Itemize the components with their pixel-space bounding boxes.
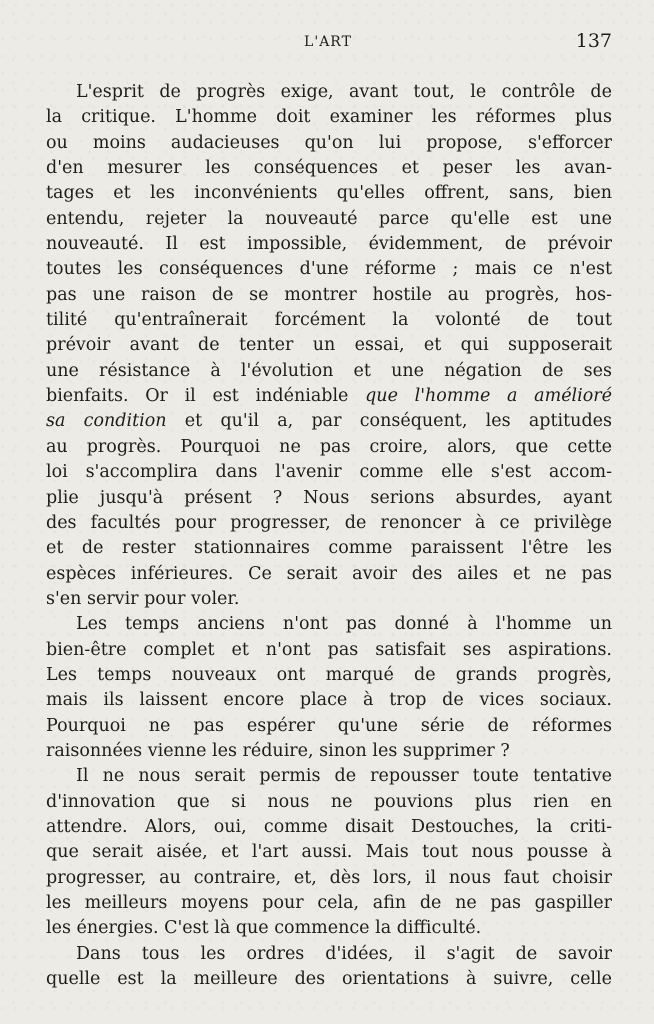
page-number: 137 (575, 30, 612, 52)
text-run: bienfaits. Or il est indéniable (46, 386, 366, 407)
text-line: au progrès. Pourquoi ne pas croire, alors, que cette (46, 436, 612, 457)
text-line: toutes les conséquences d'une réforme ; mais ce n'est (46, 259, 612, 280)
text-line: entendu, rejeter la nouveauté parce qu'elle est une (46, 208, 612, 229)
italic-emphasis: sa condition (46, 411, 167, 432)
text-line: loi s'accomplira dans l'avenir comme elle s'est accom- (46, 462, 612, 483)
text-line: ou moins audacieuses qu'on lui propose, s'efforcer (46, 132, 612, 153)
text-line: d'innovation que si nous ne pouvions plus rien en (46, 791, 612, 812)
running-title: L'ART (304, 34, 352, 50)
text-line: attendre. Alors, oui, comme disait Destouches, la criti- (46, 816, 612, 837)
text-line: Pourquoi ne pas espérer qu'une série de réformes (46, 715, 612, 736)
paragraph (46, 80, 612, 612)
text-line: une résistance à l'évolution et une négation de ses (46, 360, 612, 381)
text-line: mais ils laissent encore place à trop de vices sociaux. (46, 690, 612, 711)
text-line: s'en servir pour voler. (46, 588, 240, 609)
text-line: bien-être complet et n'ont pas satisfait ses aspirations. (46, 639, 612, 660)
text-line: la critique. L'homme doit examiner les réformes plus (46, 107, 612, 128)
paragraph (46, 942, 612, 993)
text-line: tilité qu'entraînerait forcément la volonté de tout (46, 310, 612, 331)
text-line: Dans tous les ordres d'idées, il s'agit de savoir (76, 943, 612, 964)
page-header (44, 30, 612, 54)
text-line: des facultés pour progresser, de renoncer à ce privilège (46, 512, 612, 533)
text-line: L'esprit de progrès exige, avant tout, le contrôle de (76, 82, 612, 102)
text-line: Les temps anciens n'ont pas donné à l'homme un (76, 614, 612, 635)
text-line: nouveauté. Il est impossible, évidemment, de prévoir (46, 234, 612, 255)
text-line (46, 384, 612, 409)
text-line: Les temps nouveaux ont marqué de grands progrès, (46, 664, 612, 685)
text-line: Il ne nous serait permis de repousser toute tentative (76, 766, 612, 787)
text-run: et qu'il a, par conséquent, les aptitudes (166, 411, 612, 432)
text-line: et de rester stationnaires comme paraissent l'être les (46, 538, 612, 559)
text-line: progresser, au contraire, et, dès lors, il nous faut choisir (46, 867, 612, 888)
paragraph (46, 764, 612, 941)
text-line: raisonnées vienne les réduire, sinon les supprimer ? (46, 740, 510, 761)
italic-emphasis: que l'homme a amélioré (365, 386, 613, 407)
text-line: d'en mesurer les conséquences et peser les avan- (46, 158, 612, 179)
text-line (46, 409, 612, 434)
text-line: plie jusqu'à présent ? Nous serions absurdes, ayant (46, 487, 612, 508)
text-line: prévoir avant de tenter un essai, et qui supposerait (46, 335, 612, 356)
text-line: que serait aisée, et l'art aussi. Mais tout nous pousse à (46, 842, 612, 863)
body-text (46, 80, 612, 992)
text-line: les énergies. C'est là que commence la difficulté. (46, 918, 482, 939)
text-line: espèces inférieures. Ce serait avoir des ailes et ne pas (46, 563, 612, 584)
text-line: tages et les inconvénients qu'elles offrent, sans, bien (46, 183, 612, 204)
paragraph (46, 612, 612, 764)
text-line: pas une raison de se montrer hostile au progrès, hos- (46, 284, 612, 305)
text-line: les meilleurs moyens pour cela, afin de ne pas gaspiller (46, 893, 612, 913)
text-line: quelle est la meilleure des orientations à suivre, celle (46, 969, 612, 990)
